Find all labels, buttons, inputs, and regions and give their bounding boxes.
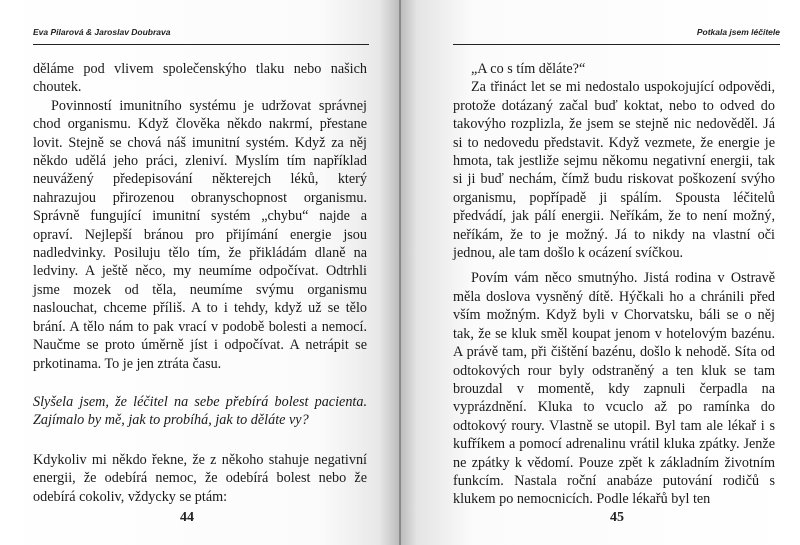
paragraph: Za třináct let se mi nedostalo uspokojující odpovědi, protože dotázaný začal buď koktat, nebo to odved do takovýho rozplizla, že jsem se stejně nic nedověděl. Já si to nedovedu představit. Když vezmete, že energie je hmota, tak jestliže sejmu někomu negativní energii, tak si ji buď nechám, čímž budu riskovat poškození svýho organismu, popřípadě ji spálím. Spousta léčitelů předvádí, jak pálí energii. Neříkám, že to není možný, neříkám, že to je možný. Já to nikdy na vlastní oči jednou, ale tam došlo k ocázení svíčkou. [453, 79, 775, 262]
running-header-title: Potkala jsem léčitele [696, 27, 780, 37]
header-rule [33, 44, 369, 45]
running-header-author: Eva Pilarová & Jaroslav Doubrava [33, 27, 171, 37]
paragraph: „A co s tím děláte?“ [471, 61, 586, 77]
page-number: 45 [610, 510, 624, 525]
body-text [453, 60, 775, 509]
left-page [0, 0, 399, 545]
header-rule [453, 44, 780, 45]
interview-question: Slyšela jsem, že léčitel na sebe přebírá bolest pacienta. Zajímalo by mě, jak to probíhá, jak to děláte vy? [33, 393, 367, 429]
paragraph: děláme pod vlivem společenskýho tlaku nebo našich choutek. [33, 61, 367, 96]
paragraph: Kdykoliv mi někdo řekne, že z někoho stahuje negativní energii, že odebírá nemoc, že odebírá bolest nebo že odebírá cokoliv, vždycky se ptám: [33, 451, 367, 505]
page-number: 44 [180, 510, 194, 525]
paragraph: Povím vám něco smutnýho. Jistá rodina v Ostravě měla doslova vysněný dítě. Hýčkali ho a chránili před vším možným. Když byli v Chorvatsku, báli se o něj tak, že se kluk směl koupat jenom v hotelovým bazénu. A právě tam, při čištění bazénu, došlo k nehodě. Síta od odtokových rour byly odstraněný a ten kluk se tam brouzdal v momentě, kdy zapnuli čerpadla na vyprázdnění. Kluka to vcuclo až po ramínka do odtokový roury. Vlastně se utopil. Byl tam ale lékař i s kufříkem a pomocí adrenalinu vrátil kluka zpátky. Jenže ne zpátky k vědomí. Pouze zpět k základním životním funkcím. Nastala roční anabáze putování rodičů s klukem po nemocnicích. Podle lékařů byl ten [453, 270, 775, 508]
right-page [401, 0, 800, 545]
body-text [33, 60, 367, 506]
paragraph: Povinností imunitního systému je udržovat správnej chod organismu. Když člověka někdo nakrmí, přestane lovit. Stejně se chová náš imunitní systém. Když za něj někdo udělá jeho práci, zleniví. Myslím tím například neuvážený předepisování některejch léků, který nahrazujou přirozenou obranyschopnost organismu. Správně fungující imunitní systém „chybu“ najde a opraví. Nejlepší bránou pro přijímání energie jsou nadledvinky. Posiluju tělo tím, že přikládám dlaně na ledviny. A ještě něco, my neumíme odpočívat. Odtrhli jsme mozek od těla, neumíme svýmu organismu naslouchat, chceme příliš. A to i tehdy, když už se tělo brání. A tělo nám to pak vrací v podobě bolesti a nemocí. Naučme se proto úměrně jíst i odpočívat. A netrápit se prkotinama. To je jen ztráta času. [33, 97, 367, 372]
